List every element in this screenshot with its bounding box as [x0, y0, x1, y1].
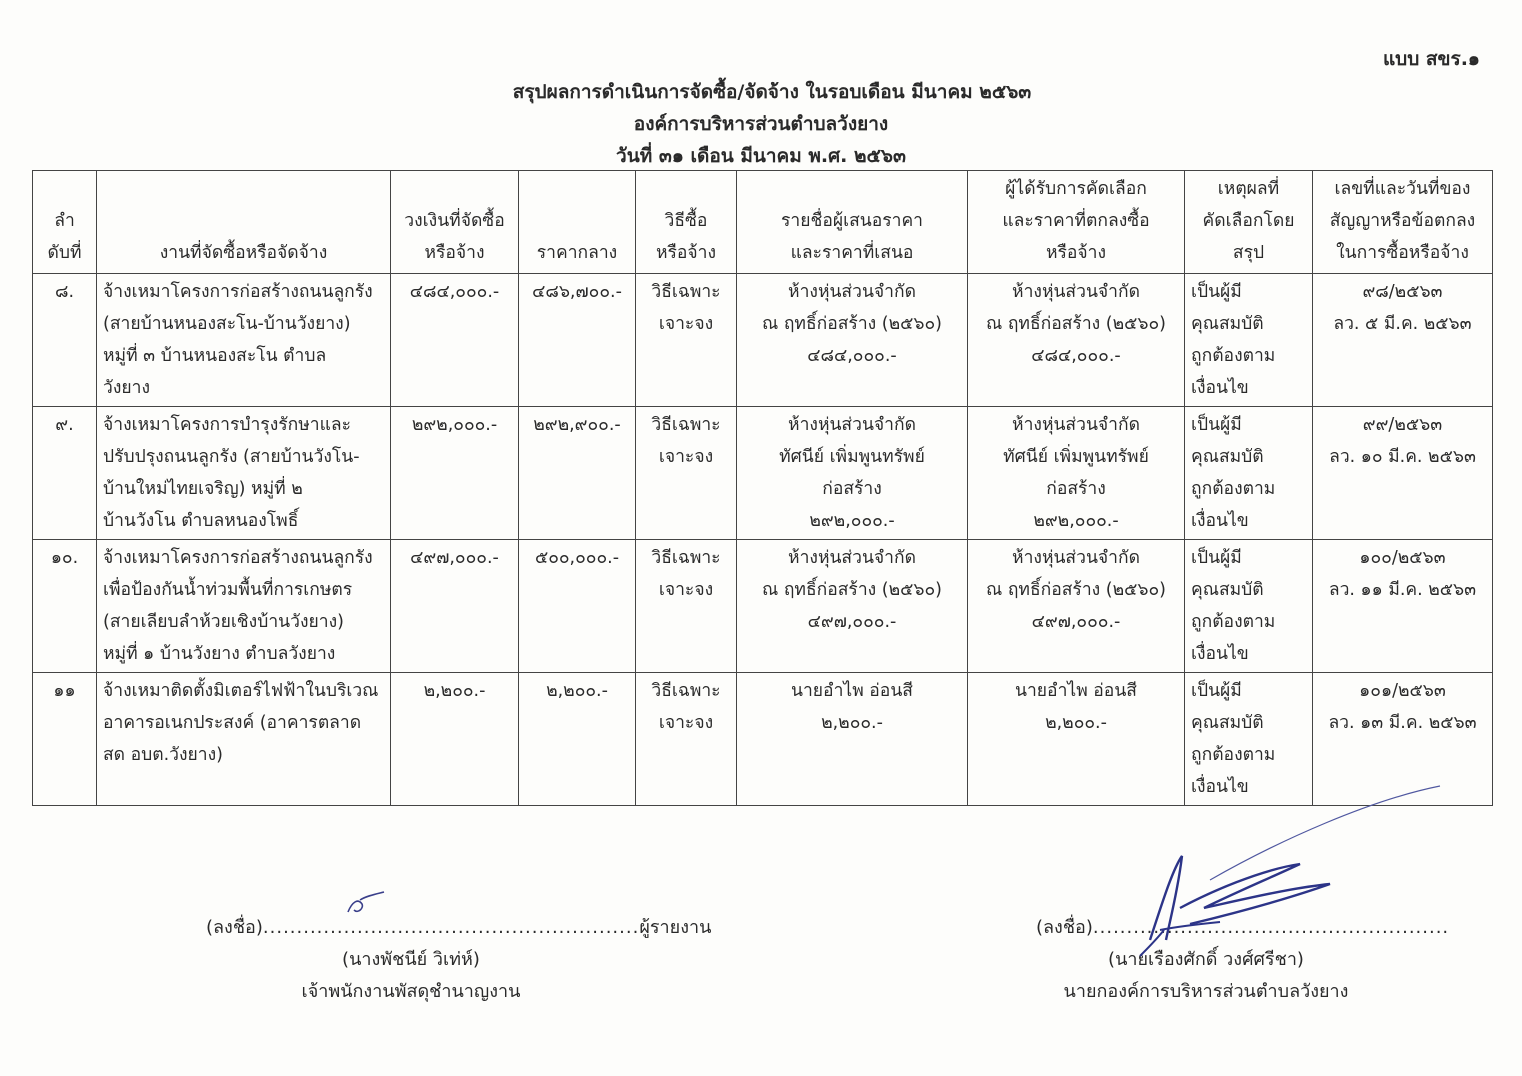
reporter-name: (นางพัชนีย์ วิเท่ห์) [342, 949, 480, 970]
column-header [391, 171, 519, 274]
bidders-and-prices-line: นายอำไพ อ่อนสี [791, 681, 913, 701]
reporter-signature-mark [340, 888, 390, 922]
bidders-and-prices-line: ณ ฤทธิ์ก่อสร้าง (๒๕๖๐) [762, 314, 942, 334]
procurement-method-cell [636, 407, 737, 540]
reporter-role: ผู้รายงาน [639, 917, 712, 938]
work-description-line: อาคารอเนกประสงค์ (อาคารตลาด [103, 713, 362, 733]
work-description-line: สด อบต.วังยาง) [103, 745, 223, 765]
column-header-line: สัญญาหรือข้อตกลง [1329, 211, 1476, 231]
column-header-line: งานที่จัดซื้อหรือจัดจ้าง [159, 243, 328, 263]
selection-reason-line: เป็นผู้มี [1191, 548, 1242, 568]
work-description-cell [97, 274, 391, 407]
selection-reason-line: คุณสมบัติ [1191, 713, 1264, 733]
selection-reason-line: ถูกต้องตาม [1191, 479, 1276, 499]
procurement-method-line: เจาะจง [658, 580, 714, 600]
column-header [636, 171, 737, 274]
selection-reason-cell [1185, 274, 1313, 407]
bidders-and-prices-line: ๔๙๗,๐๐๐.- [807, 612, 897, 632]
row-number-cell: ๙. [33, 407, 97, 540]
selected-vendor-line: ทัศนีย์ เพิ่มพูนทรัพย์ [1003, 447, 1149, 467]
work-description-line: เพื่อป้องกันน้ำท่วมพื้นที่การเกษตร [103, 580, 353, 600]
selection-reason-line: เป็นผู้มี [1191, 415, 1242, 435]
budget-amount-cell: ๒,๒๐๐.- [391, 673, 519, 806]
procurement-method-line: เจาะจง [658, 713, 714, 733]
bidders-and-prices-line: ณ ฤทธิ์ก่อสร้าง (๒๕๖๐) [762, 580, 942, 600]
column-header-line: ราคากลาง [536, 243, 618, 263]
column-header [1185, 171, 1313, 274]
column-header-line: เลขที่และวันที่ของ [1334, 179, 1471, 199]
selection-reason-line: เงื่อนไข [1191, 777, 1249, 797]
work-description-line: ปรับปรุงถนนลูกรัง (สายบ้านวังโน- [103, 447, 360, 467]
selection-reason-line: เงื่อนไข [1191, 644, 1249, 664]
selection-reason-line: เงื่อนไข [1191, 378, 1249, 398]
selected-vendor-line: นายอำไพ อ่อนสี [1015, 681, 1137, 701]
selected-vendor-line: ห้างหุ่นส่วนจำกัด [1012, 415, 1140, 435]
form-code: แบบ สขร.๑ [1382, 48, 1480, 70]
median-price-cell: ๔๘๖,๗๐๐.- [519, 274, 636, 407]
contract-reference-line: ๙๙/๒๕๖๓ [1362, 415, 1443, 435]
column-header-line: หรือจ้าง [424, 243, 485, 263]
column-header [519, 171, 636, 274]
work-description-line: (สายเลียบลำห้วยเชิงบ้านวังยาง) [103, 612, 344, 632]
sign-dots: ..................................................... [1092, 917, 1450, 938]
column-header [968, 171, 1185, 274]
work-description-line: จ้างเหมาโครงการก่อสร้างถนนลูกรัง [103, 548, 373, 568]
selection-reason-line: ถูกต้องตาม [1191, 346, 1276, 366]
work-description-line: บ้านใหม่ไทยเจริญ) หมู่ที่ ๒ [103, 479, 303, 499]
contract-reference-line: ๙๘/๒๕๖๓ [1362, 282, 1443, 302]
contract-reference-cell [1313, 274, 1493, 407]
table-row [33, 540, 1493, 673]
work-description-line: จ้างเหมาติดตั้งมิเตอร์ไฟฟ้าในบริเวณ [103, 681, 379, 701]
column-header-line: ลำ [54, 211, 75, 231]
selection-reason-line: ถูกต้องตาม [1191, 612, 1276, 632]
procurement-method-line: เจาะจง [658, 447, 714, 467]
selected-vendor-cell [968, 274, 1185, 407]
procurement-method-line: วิธีเฉพาะ [651, 548, 721, 568]
procurement-method-cell [636, 673, 737, 806]
budget-amount-cell: ๔๘๔,๐๐๐.- [391, 274, 519, 407]
column-header-line: หรือจ้าง [1045, 243, 1107, 263]
column-header-line: สรุป [1232, 243, 1265, 263]
work-description-line: หมู่ที่ ๓ บ้านหนองสะโน ตำบล [103, 346, 327, 366]
selected-vendor-line: ห้างหุ่นส่วนจำกัด [1012, 548, 1140, 568]
report-title: สรุปผลการดำเนินการจัดซื้อ/จัดจ้าง ในรอบเดือน มีนาคม ๒๕๖๓ [512, 81, 1032, 103]
reporter-sign-line [206, 912, 712, 944]
work-description-cell [97, 673, 391, 806]
sign-prefix: (ลงชื่อ) [206, 917, 263, 938]
table-header-row [33, 171, 1493, 274]
procurement-method-cell [636, 540, 737, 673]
report-date: วันที่ ๓๑ เดือน มีนาคม พ.ศ. ๒๕๖๓ [616, 145, 906, 167]
budget-amount-cell: ๒๙๒,๐๐๐.- [391, 407, 519, 540]
selection-reason-line: เป็นผู้มี [1191, 681, 1242, 701]
sign-prefix: (ลงชื่อ) [1036, 917, 1093, 938]
procurement-method-line: วิธีเฉพาะ [651, 415, 721, 435]
work-description-cell [97, 407, 391, 540]
contract-reference-cell [1313, 540, 1493, 673]
selected-vendor-cell [968, 407, 1185, 540]
bidders-and-prices-line: ห้างหุ่นส่วนจำกัด [788, 548, 916, 568]
work-description-line: หมู่ที่ ๑ บ้านวังยาง ตำบลวังยาง [103, 644, 336, 664]
organization-name: องค์การบริหารส่วนตำบลวังยาง [633, 113, 889, 135]
work-description-line: จ้างเหมาโครงการก่อสร้างถนนลูกรัง [103, 282, 373, 302]
selection-reason-line: เงื่อนไข [1191, 511, 1249, 531]
bidders-and-prices-line: ห้างหุ่นส่วนจำกัด [788, 282, 916, 302]
contract-reference-cell [1313, 407, 1493, 540]
column-header-line: วงเงินที่จัดซื้อ [404, 211, 505, 231]
contract-reference-line: ลว. ๑๑ มี.ค. ๒๕๖๓ [1328, 580, 1477, 600]
work-description-line: บ้านวังโน ตำบลหนองโพธิ์ [103, 511, 299, 531]
selected-vendor-line: ๔๘๔,๐๐๐.- [1031, 346, 1121, 366]
contract-reference-line: ๑๐๐/๒๕๖๓ [1359, 548, 1446, 568]
procurement-table [32, 170, 1493, 806]
median-price-cell: ๕๐๐,๐๐๐.- [519, 540, 636, 673]
bidders-and-prices-cell [737, 673, 968, 806]
bidders-and-prices-line: ทัศนีย์ เพิ่มพูนทรัพย์ [779, 447, 925, 467]
procurement-method-line: วิธีเฉพาะ [651, 282, 721, 302]
column-header [97, 171, 391, 274]
bidders-and-prices-line: ก่อสร้าง [822, 479, 882, 499]
approver-signature-mark [1120, 780, 1450, 970]
selection-reason-line: คุณสมบัติ [1191, 447, 1264, 467]
column-header-line: ในการซื้อหรือจ้าง [1336, 243, 1469, 263]
selected-vendor-line: ก่อสร้าง [1046, 479, 1106, 499]
selection-reason-line: คุณสมบัติ [1191, 580, 1264, 600]
column-header [737, 171, 968, 274]
work-description-cell [97, 540, 391, 673]
median-price-cell: ๒๙๒,๙๐๐.- [519, 407, 636, 540]
selected-vendor-line: ห้างหุ่นส่วนจำกัด [1012, 282, 1140, 302]
contract-reference-line: ๑๐๑/๒๕๖๓ [1359, 681, 1446, 701]
procurement-method-line: วิธีเฉพาะ [651, 681, 721, 701]
selected-vendor-line: ๒,๒๐๐.- [1045, 713, 1107, 733]
column-header [33, 171, 97, 274]
column-header-line: วิธีซื้อ [664, 211, 708, 231]
row-number-cell: ๘. [33, 274, 97, 407]
procurement-method-cell [636, 274, 737, 407]
column-header-line: ผู้ได้รับการคัดเลือก [1005, 179, 1147, 199]
selected-vendor-line: ๔๙๗,๐๐๐.- [1031, 612, 1121, 632]
work-description-line: จ้างเหมาโครงการบำรุงรักษาและ [103, 415, 352, 435]
bidders-and-prices-line: ๒๙๒,๐๐๐.- [809, 511, 895, 531]
contract-reference-line: ลว. ๑๐ มี.ค. ๒๕๖๓ [1329, 447, 1476, 467]
bidders-and-prices-cell [737, 407, 968, 540]
reporter-position: เจ้าพนักงานพัสดุชำนาญงาน [301, 981, 521, 1002]
reporter-signature-block [206, 912, 712, 1008]
column-header [1313, 171, 1493, 274]
selection-reason-line: ถูกต้องตาม [1191, 745, 1276, 765]
selected-vendor-line: ณ ฤทธิ์ก่อสร้าง (๒๕๖๐) [986, 314, 1166, 334]
row-number-cell: ๑๐. [33, 540, 97, 673]
selection-reason-cell [1185, 407, 1313, 540]
work-description-line: (สายบ้านหนองสะโน-บ้านวังยาง) [103, 314, 351, 334]
table-row [33, 407, 1493, 540]
bidders-and-prices-line: ห้างหุ่นส่วนจำกัด [788, 415, 916, 435]
column-header-line: เหตุผลที่ [1217, 179, 1280, 199]
sign-dots: ........................................................ [262, 917, 640, 938]
bidders-and-prices-line: ๒,๒๐๐.- [821, 713, 883, 733]
contract-reference-line: ลว. ๕ มี.ค. ๒๕๖๓ [1333, 314, 1472, 334]
selected-vendor-line: ณ ฤทธิ์ก่อสร้าง (๒๕๖๐) [986, 580, 1166, 600]
table-row [33, 274, 1493, 407]
bidders-and-prices-line: ๔๘๔,๐๐๐.- [807, 346, 897, 366]
approver-name: (นายเรืองศักดิ์ วงศ์ศรีชา) [1108, 949, 1304, 970]
contract-reference-line: ลว. ๑๓ มี.ค. ๒๕๖๓ [1328, 713, 1477, 733]
document-header [0, 76, 1522, 172]
column-header-line: และราคาที่ตกลงซื้อ [1002, 211, 1150, 231]
median-price-cell: ๒,๒๐๐.- [519, 673, 636, 806]
budget-amount-cell: ๔๙๗,๐๐๐.- [391, 540, 519, 673]
table-body [33, 274, 1493, 806]
column-header-line: รายชื่อผู้เสนอราคา [780, 211, 924, 231]
bidders-and-prices-cell [737, 274, 968, 407]
bidders-and-prices-cell [737, 540, 968, 673]
selected-vendor-cell [968, 540, 1185, 673]
column-header-line: และราคาที่เสนอ [790, 243, 914, 263]
work-description-line: วังยาง [103, 378, 150, 398]
selection-reason-cell [1185, 540, 1313, 673]
selected-vendor-line: ๒๙๒,๐๐๐.- [1033, 511, 1119, 531]
column-header-line: ดับที่ [47, 243, 82, 263]
row-number-cell: ๑๑ [33, 673, 97, 806]
approver-position: นายกองค์การบริหารส่วนตำบลวังยาง [1063, 981, 1349, 1002]
selection-reason-line: คุณสมบัติ [1191, 314, 1264, 334]
column-header-line: หรือจ้าง [655, 243, 717, 263]
selection-reason-line: เป็นผู้มี [1191, 282, 1242, 302]
procurement-method-line: เจาะจง [658, 314, 714, 334]
column-header-line: คัดเลือกโดย [1202, 211, 1295, 231]
